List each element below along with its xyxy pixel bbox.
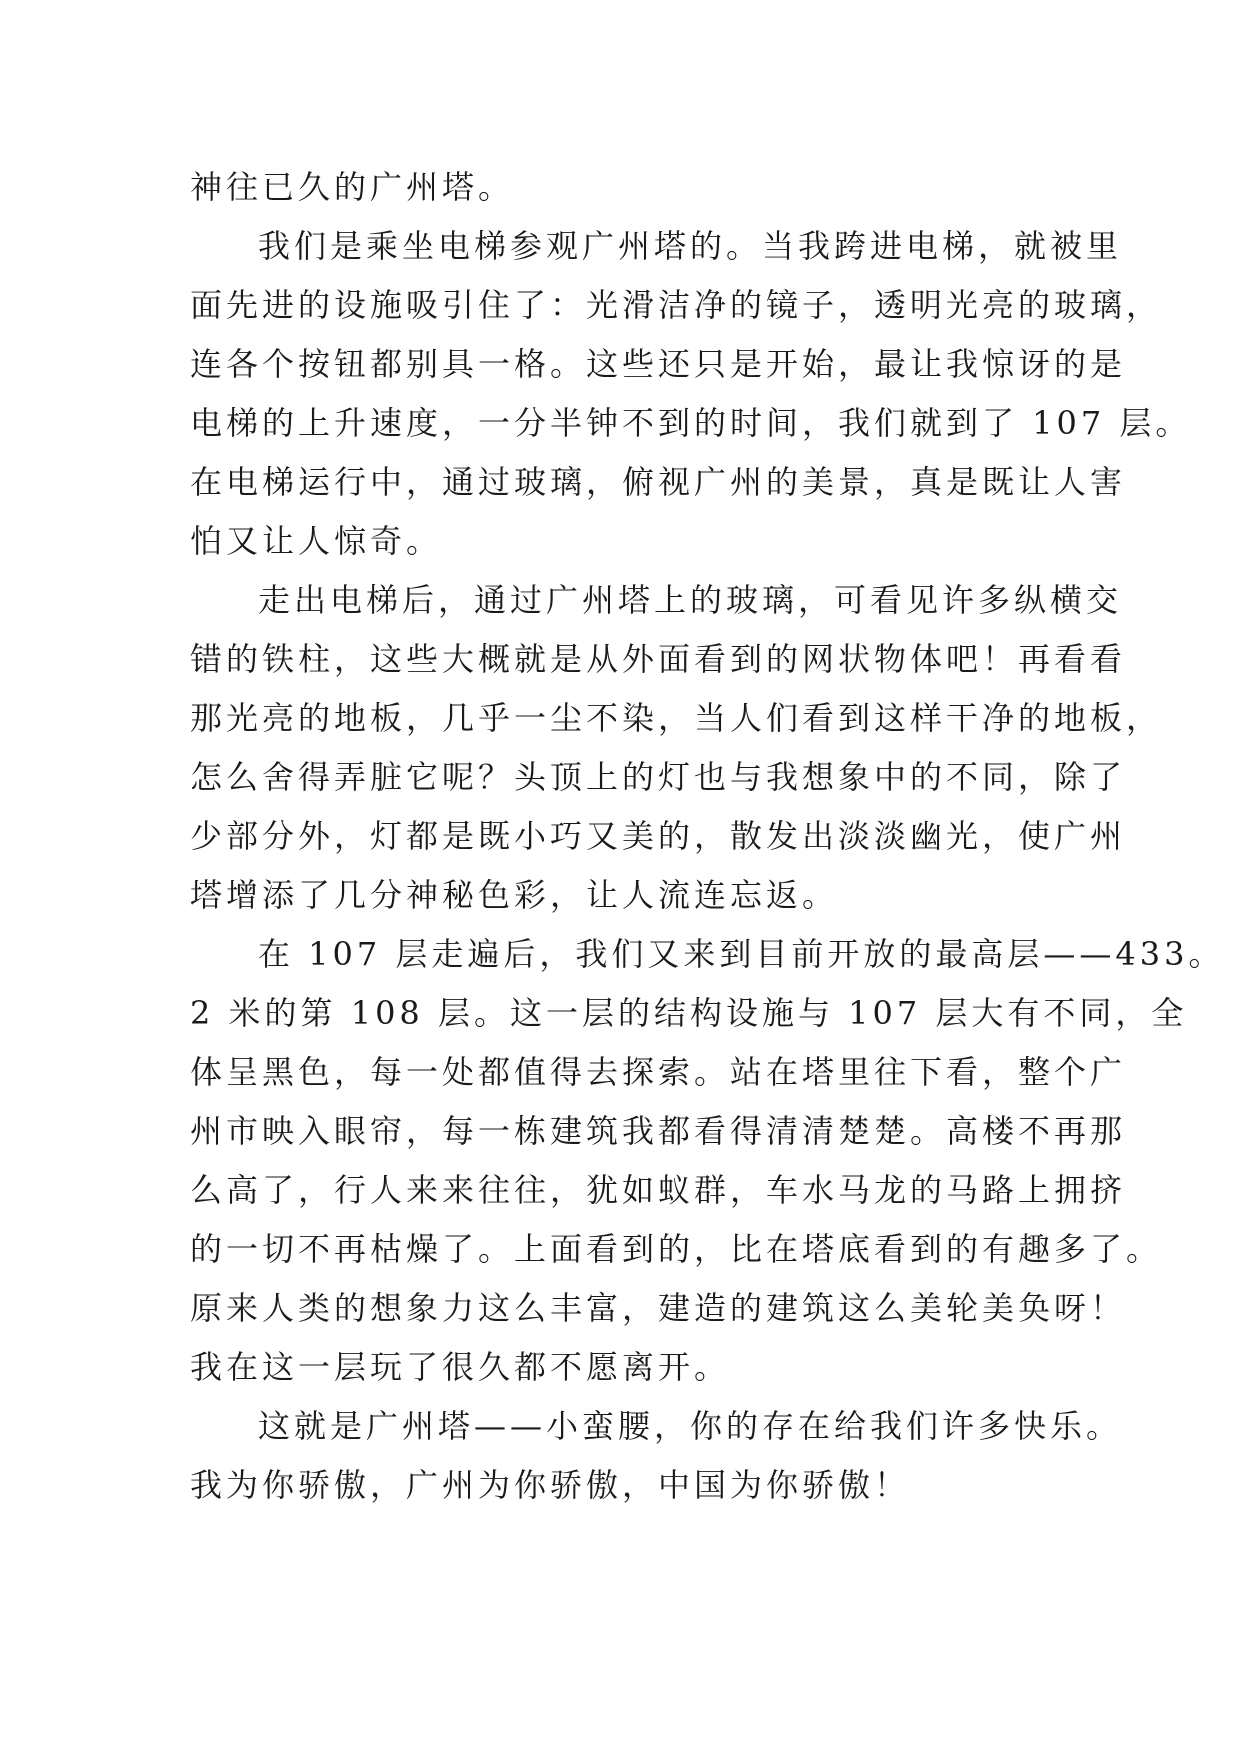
text-line: 连各个按钮都别具一格。这些还只是开始，最让我惊讶的是 (190, 345, 1127, 383)
text-line: 怎么舍得弄脏它呢？头顶上的灯也与我想象中的不同，除了 (190, 758, 1127, 796)
text-line: 原来人类的想象力这么丰富，建造的建筑这么美轮美奂呀！ (190, 1289, 1127, 1327)
text-line: 体呈黑色，每一处都值得去探索。站在塔里往下看，整个广 (190, 1053, 1127, 1091)
text-line: 我们是乘坐电梯参观广州塔的。当我跨进电梯，就被里 (258, 227, 1123, 265)
essay-body (190, 158, 1225, 1515)
text-line: 面先进的设施吸引住了：光滑洁净的镜子，透明光亮的玻璃， (190, 286, 1163, 324)
text-line: 2 米的第 108 层。这一层的结构设施与 107 层大有不同，全 (190, 994, 1188, 1032)
text-line: 我在这一层玩了很久都不愿离开。 (190, 1348, 731, 1386)
text-line: 那光亮的地板，几乎一尘不染，当人们看到这样干净的地板， (190, 699, 1163, 737)
text-line: 州市映入眼帘，每一栋建筑我都看得清清楚楚。高楼不再那 (190, 1112, 1127, 1150)
text-line: 在 107 层走遍后，我们又来到目前开放的最高层——433。 (258, 935, 1225, 973)
text-line: 的一切不再枯燥了。上面看到的，比在塔底看到的有趣多了。 (190, 1230, 1163, 1268)
text-line: 这就是广州塔——小蛮腰，你的存在给我们许多快乐。 (258, 1407, 1123, 1445)
text-line: 电梯的上升速度，一分半钟不到的时间，我们就到了 107 层。 (190, 404, 1192, 442)
text-line: 走出电梯后，通过广州塔上的玻璃，可看见许多纵横交 (258, 581, 1123, 619)
text-line: 神往已久的广州塔。 (190, 168, 515, 206)
text-line: 我为你骄傲，广州为你骄傲，中国为你骄傲！ (190, 1466, 911, 1504)
text-line: 怕又让人惊奇。 (190, 522, 443, 560)
text-line: 在电梯运行中，通过玻璃，俯视广州的美景，真是既让人害 (190, 463, 1127, 501)
text-line: 少部分外，灯都是既小巧又美的，散发出淡淡幽光，使广州 (190, 817, 1127, 855)
text-line: 错的铁柱，这些大概就是从外面看到的网状物体吧！再看看 (190, 640, 1127, 678)
text-line: 塔增添了几分神秘色彩，让人流连忘返。 (190, 876, 839, 914)
text-line: 么高了，行人来来往往，犹如蚁群，车水马龙的马路上拥挤 (190, 1171, 1127, 1209)
